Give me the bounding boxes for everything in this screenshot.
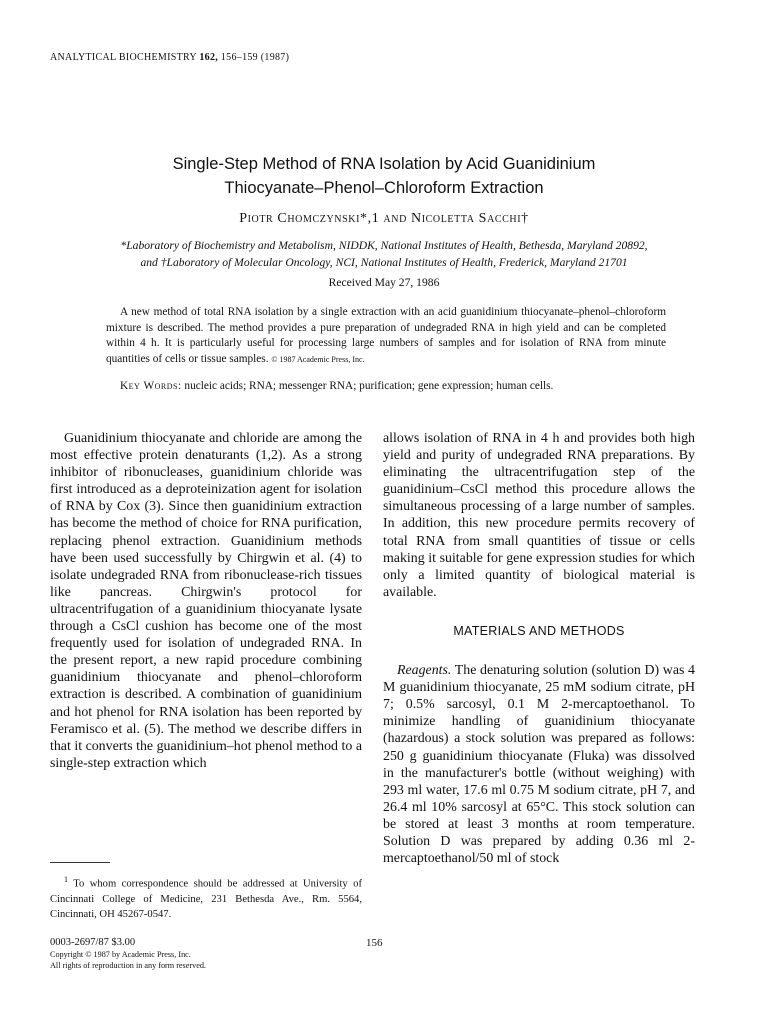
journal-name: ANALYTICAL BIOCHEMISTRY <box>50 52 197 63</box>
footnote-rule <box>50 862 110 863</box>
running-head <box>50 52 289 63</box>
keywords-text: nucleic acids; RNA; messenger RNA; purification; gene expression; human cells. <box>184 380 554 392</box>
page-number: 156 <box>366 937 383 949</box>
received-date: Received May 27, 1986 <box>328 276 440 289</box>
footer-rights: All rights of reproduction in any form reserved. <box>50 961 206 970</box>
abstract-copyright: © 1987 Academic Press, Inc. <box>271 354 365 364</box>
abstract-text: A new method of total RNA isolation by a single extraction with an acid guanidinium thiocyanate–phenol–chloroform mixture is described. The method provides a pure preparation of undegraded RNA in high yield and can be completed within 4 h. It is particularly useful for processing large numbers of samples and for isolation of RNA from minute quantities of cells or tissue samples. <box>106 306 666 365</box>
reagents-text: The denaturing solution (solution D) was 4 M guanidinium thiocyanate, 25 mM sodium citrate, pH 7; 0.5% sarcosyl, 0.1 M 2-mercaptoethanol. To minimize handling of guanidinium thiocyanate (hazardous) a stock solution was prepared as follows: 250 g guanidinium thiocyanate (Fluka) was dissolved in the manufacturer's bottle (without weighing) with 293 ml water, 17.6 ml 0.75 M sodium citrate, pH 7, and 26.4 ml 10% sarcosyl at 65°C. This stock solution can be stored at least 3 months at room temperature. Solution D was prepared by adding 0.36 ml 2-mercaptoethanol/50 ml of stock <box>383 663 695 867</box>
affiliation-line-1: *Laboratory of Biochemistry and Metabolism, NIDDK, National Institutes of Health, Bethesda, Maryland 20892, <box>120 239 648 252</box>
article-title <box>40 152 728 200</box>
left-column <box>50 430 362 772</box>
title-line-1: Single-Step Method of RNA Isolation by Acid Guanidinium <box>172 155 596 173</box>
footnote-text: To whom correspondence should be addressed at University of Cincinnati College of Medicine, 231 Bethesda Ave., Rm. 5564, Cincinnati, OH 45267-0547. <box>50 878 362 920</box>
affiliations <box>40 237 728 271</box>
title-line-2: Thiocyanate–Phenol–Chloroform Extraction <box>224 179 544 197</box>
keywords <box>106 379 666 395</box>
intro-continuation: allows isolation of RNA in 4 h and provides both high yield and purity of undegraded RNA preparations. By eliminating the ultracentrifugation step of the guanidinium–CsCl method this procedure allows the simultaneous processing of a large number of samples. In addition, this new procedure permits recovery of total RNA from small quantities of tissue or cells making it suitable for gene expression studies for which only a limited quantity of biological material is available. <box>383 431 695 600</box>
affiliation-line-2: and †Laboratory of Molecular Oncology, NCI, National Institutes of Health, Frederick, Maryland 21701 <box>140 256 628 269</box>
publisher-info <box>50 937 206 971</box>
reagents-label: Reagents. <box>397 663 452 679</box>
footnote-mark: 1 <box>64 875 68 884</box>
reagents-paragraph <box>383 662 695 867</box>
right-column <box>383 430 695 867</box>
intro-paragraph: Guanidinium thiocyanate and chloride are among the most effective protein denaturants (1,2). As a strong inhibitor of ribonucleases, guanidinium chloride was first introduced as a deproteinization agent for isolation of RNA by Cox (3). Since then guanidinium extraction has become the method of choice for RNA purification, replacing phenol extraction. Guanidinium methods have been used successfully by Chirgwin et al. (4) to isolate undegraded RNA from ribonuclease-rich tissues like pancreas. Chirgwin's protocol for ultracentrifugation of a guanidinium thiocyanate lysate through a CsCl cushion has become one of the most frequently used for isolation of undegraded RNA. In the present report, a new rapid procedure combining guanidinium thiocyanate and phenol–chloroform extraction is described. A combination of guanidinium and hot phenol for RNA isolation has been reported by Feramisco et al. (5). The method we describe differs in that it converts the guanidinium–hot phenol method to a single-step extraction which <box>50 431 362 771</box>
footnote <box>50 872 362 922</box>
journal-volume: 162, <box>199 52 219 63</box>
abstract <box>106 305 666 367</box>
article-code: 0003-2697/87 $3.00 <box>50 937 136 948</box>
author-list: Piotr Chomczynski*,1 and Nicoletta Sacchi† <box>239 211 529 226</box>
section-heading: MATERIALS AND METHODS <box>453 623 625 638</box>
keywords-label: Key Words: <box>120 380 182 392</box>
journal-pages-year: 156–159 (1987) <box>220 52 290 63</box>
footer-copyright: Copyright © 1987 by Academic Press, Inc. <box>50 950 191 959</box>
